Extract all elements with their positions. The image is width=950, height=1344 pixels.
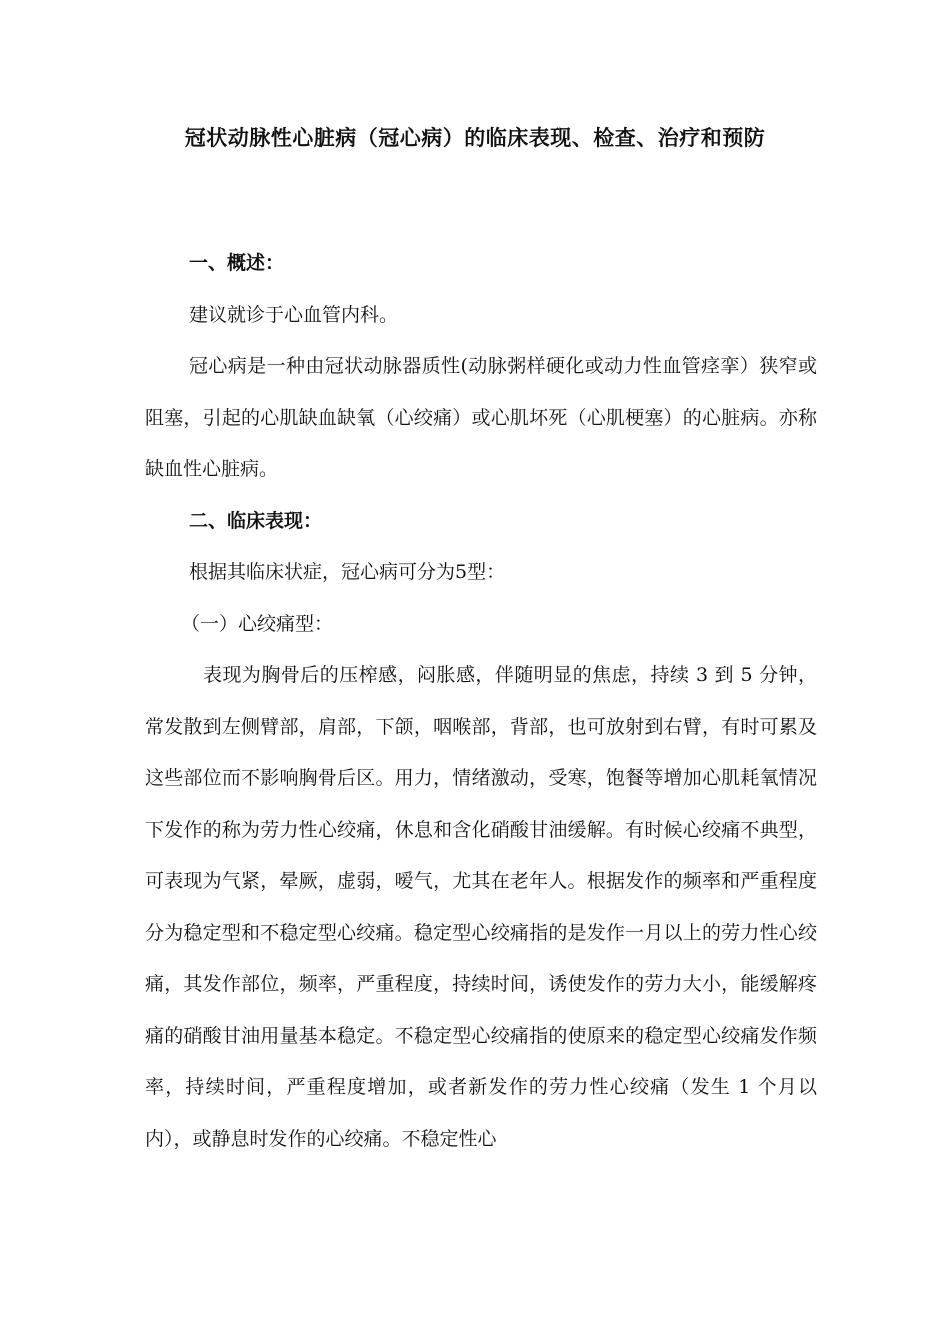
section-heading-clinical: 二、临床表现： [189, 509, 323, 532]
section-heading-overview: 一、概述： [189, 252, 285, 274]
document-title: 冠状动脉性心脏病（冠心病）的临床表现、检查、治疗和预防 [184, 126, 766, 150]
paragraph-angina-description: 表现为胸骨后的压榨感，闷胀感，伴随明显的焦虑，持续 3 到 5 分钟，常发散到左侧臂部，肩部，下颌，咽喉部，背部，也可放射到右臂，有时可累及这些部位而不影响胸骨后区。用力，情绪激动，受寒，饱餐等增加心肌耗氧情况下发作的称为劳力性心绞痛，休息和含化硝酸甘油缓解。有时候心绞痛不典型，可表现为气紧，晕厥，虚弱，嗳气，尤其在老年人。根据发作的频率和严重程度分为稳定型和不稳定型心绞痛。稳定型心绞痛指的是发作一月以上的劳力性心绞痛，其发作部位，频率，严重程度，持续时间，诱使发作的劳力大小，能缓解疼痛的硝酸甘油用量基本稳定。不稳定型心绞痛指的使原来的稳定型心绞痛发作频率，持续时间，严重程度增加，或者新发作的劳力性心绞痛（发生 1 个月以内），或静息时发作的心绞痛。不稳定性心 [145, 664, 817, 1150]
paragraph-definition: 冠心病是一种由冠状动脉器质性(动脉粥样硬化或动力性血管痉挛）狭窄或阻塞，引起的心肌缺血缺氧（心绞痛）或心肌坏死（心肌梗塞）的心脏病。亦称缺血性心脏病。 [145, 355, 817, 480]
subsection-heading-angina: （一）心绞痛型： [181, 612, 334, 635]
paragraph-classification: 根据其临床状症，冠心病可分为5型： [189, 561, 506, 583]
paragraph-department: 建议就诊于心血管内科。 [189, 303, 399, 326]
document-body [145, 238, 817, 1165]
